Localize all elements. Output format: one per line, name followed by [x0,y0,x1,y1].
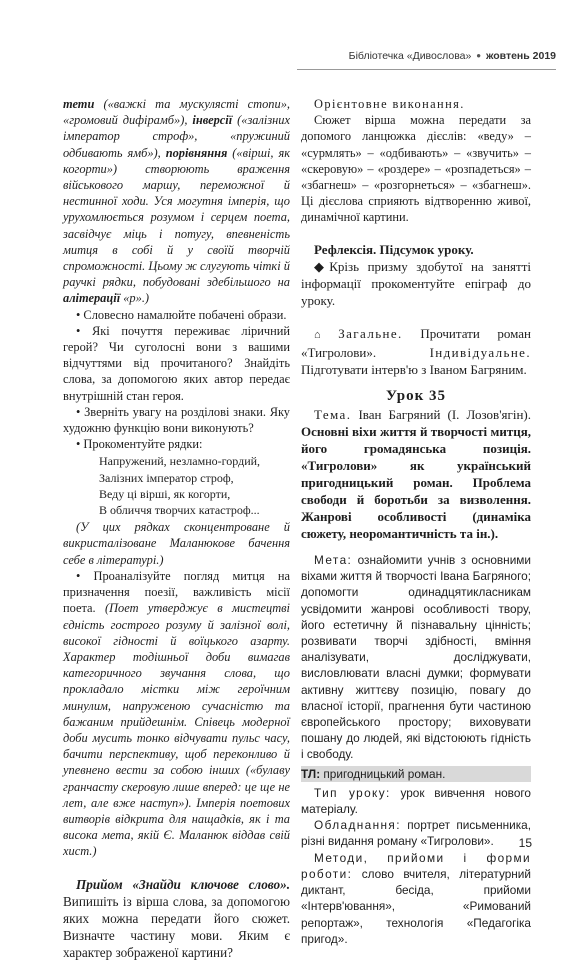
text-run: • Які почуття переживає ліричний герой? [63,323,290,355]
text-run: («вірші, як когорти») створюють враження військового маршу, переможної й нестинної ходи. Уся могутня імперія, що урухомлюється розумом і серцем поета, засвідчує міць і потугу, впевненість митця в собі й у своїй творчій спроможності. Цьому ж слугують чіткі й раучкі рядки, побудовані здебільшого на [63,145,290,290]
text-run: ознайомити учнів з основними віхами життя й творчості Івана Багряного; допомогти одинадцятикласникам усвідомити жанрові особливості твору, його естетичну й пізнавальну цінність; розвивати творчі здібності, вміння аналізувати, досліджувати, висловлювати власні думки; формувати активну життєву позицію, повагу до власної історії, прагнення бути частиною європейського простору; виховувати пошану до людей, які відстоюють гідність і свободу. [301,553,531,762]
tl-block [301,766,531,782]
text-run: слово вчителя, літературний диктант, бесіда, прийоми «Інтерв'ювання», «Римований репортаж», технологія «Педагогіка пригод». [301,866,531,946]
tl-label: ТЛ: [301,766,321,781]
priyom-body: Випишіть із вірша слова, за допомогою яких можна передати його сюжет. Визначте частину мови. Яким є характер зображеної картини? [63,893,290,960]
methods-label: Методи, прийоми і форми роботи: [301,850,531,881]
bullet-3 [63,404,290,436]
lesson-title: Урок 35 [385,387,446,404]
reflex-title: Рефлексія. Підсумок уроку. [314,241,474,257]
left-column [63,96,290,961]
text-run: пригодницький роман. [320,766,446,781]
poem-note: (У цих рядках сконцентроване й викристалізоване Маланюкове бачення себе в літературі.) [63,520,290,567]
priyom-block [63,876,290,961]
header-series: Бібліотечка «Дивослова» [348,50,472,62]
text-run: («важкі та мускулясті стопи», «громовий дифірамб»), [63,97,290,128]
homework-label: Загальне. [338,325,403,341]
term-word: алітерації [63,291,121,306]
methods-block [301,850,531,947]
text-run: Чи суголосні вони з вашими відчуттями від прочитаного? Знайдіть слова, за допомогою яких автор передає внутрішній стан героя. [63,340,290,403]
tema-label: Тема. [314,407,352,423]
header-dot-icon: ● [476,51,482,60]
homework-block [301,325,531,378]
text-run: • Проаналізуйте погляд митця на призначення поезії, важливість місії поета. [63,568,290,616]
text-run: Іван Багряний (І. Лозов'ягін). [351,407,531,423]
term-word: порівняння [165,145,228,160]
type-label: Тип уроку: [314,785,391,800]
header-issue: жовтень 2019 [486,50,556,62]
reflex-body: Крізь призму здобутої на занятті інформації прокоментуйте епіграф до уроку. [301,258,531,308]
poem-line: Напружений, незламно-гордий, [99,454,261,469]
right-column [301,96,531,947]
equipment-label: Обладнання: [314,818,401,833]
bullet-2 [63,323,290,404]
page-number: 15 [518,836,532,850]
text-run: портрет письменника, різні видання роману «Тигролови». [301,818,531,849]
poem-line: В обличчя творчих катастроф... [99,503,260,518]
text-run: урок вивчення нового матеріалу. [301,785,531,817]
bullet-1: • Словесно намалюйте побачені образи. [76,307,287,322]
poem-line: Веду ці вірші, як когорти, [99,486,231,501]
priyom-title: Прийом «Знайди ключове слово». [76,876,290,892]
orient-body: Сюжет вірша можна передати за допомого ланцюжка дієслів: «веду» – «сурмлять» – «одбивають» – «звучить» – «скеровую» – «роздере» – «розпадеться» – «збагнеш» – «розгорнеться» – «збагнеш». Ці дієслова сприяють відтворенню живої, динамічної картини. [301,113,531,225]
text-run: «р».) [120,291,150,306]
meta-block [301,552,531,763]
tema-block [301,406,531,542]
diamond-icon: ◆ [314,258,330,274]
homework-label: Індивідуальне. [429,344,531,360]
running-header [297,42,556,68]
poem-line: Залізних імператор строф, [99,470,234,485]
text-run: • Зверніть увагу на розділові знаки. Яку художню функцію вони виконують? [63,404,290,436]
type-block [301,785,531,817]
poem-quote [99,453,290,518]
reflex-block [301,258,531,309]
header-rule [297,69,556,70]
bullet-5 [63,568,290,860]
term-word: тети [63,97,95,111]
header-text [349,50,556,62]
text-run: Прочитати роман «Тигролови». [301,325,532,360]
left-paragraph-1 [63,96,290,307]
meta-label: Мета: [314,553,353,568]
equipment-block [301,817,531,849]
tema-topic: Основні віхи життя й творчості митця, його громадянська позиція. «Тигролови» як український пригодницький роман. Проблема свободи й боротьби за визволення. Жанрові особливості (динаміка сюжету, неоромантичність та ін.). [301,424,531,542]
house-icon: ⌂ [314,328,321,341]
term-word: інверсії [192,113,233,128]
text-run: Підготувати інтерв'ю з Іваном Багряним. [301,361,527,377]
text-run: (Поет утверджує в мистецтві єдність гострого розуму й залізної волі, високої гідності й воїцького азарту. Характер тодішньої доби вимагав категоричного звучання слова, що прокладало містки між героїчним минулим, напруженою сучасністю та бажаним прийдешнім. Співець модерної доби мусить тонко відчувати пульс часу, бачити перспективу, щоб переконливо й упевнено вести за собою інших («булаву гранчасту скеровую лише вперед: це ще не лет, але вже наступ»). Імперія поетових витворів відкрита для нащадків, як і та висока мета, якій Є. Маланюк віддав свій хист.) [63,601,290,859]
bullet-4: • Прокоментуйте рядки: [76,437,203,452]
text-run: («залізних імператор строф», «пружиний одбивають ямб»), [63,113,290,160]
orient-title: Орієнтовне виконання. [314,97,465,111]
